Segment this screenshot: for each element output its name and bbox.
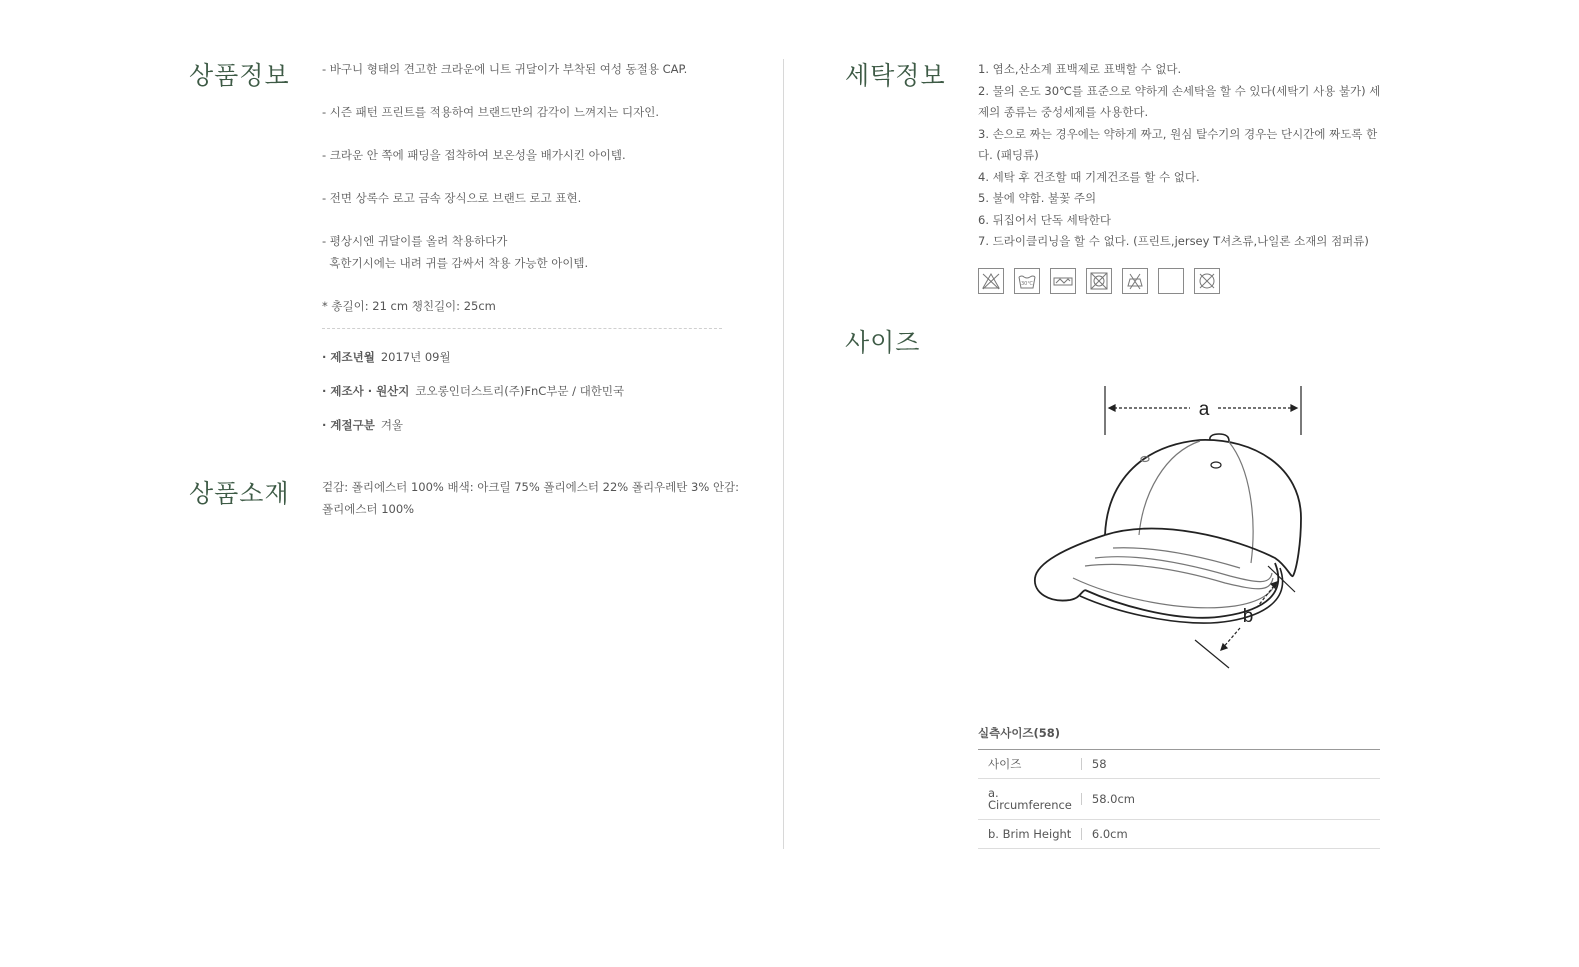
no-iron-icon xyxy=(1122,268,1148,294)
meta-label: · 계절구분 xyxy=(322,418,375,432)
material-title: 상품소재 xyxy=(189,479,290,508)
size-key: a. Circumference xyxy=(978,779,1082,820)
product-info-line: 혹한기시에는 내려 귀를 감싸서 착용 가능한 아이템. xyxy=(322,255,589,270)
meta-value: 겨울 xyxy=(380,418,404,432)
section-divider xyxy=(322,328,722,329)
meta-manufacture-date xyxy=(322,340,742,374)
washing-line: 다. (패딩류) xyxy=(978,148,1039,162)
washing-line: 5. 불에 약함. 불꽃 주의 xyxy=(978,191,1097,205)
product-info-line: - 바구니 형태의 견고한 크라운에 니트 귀달이가 부착된 여성 동절용 CAP. xyxy=(322,62,688,76)
size-table xyxy=(978,749,1380,849)
meta-label: · 제조사 · 원산지 xyxy=(322,384,410,398)
washing-line: 7. 드라이클리닝을 할 수 없다. (프린트,jersey T셔츠류,나일론 소재의 점퍼류) xyxy=(978,234,1369,248)
no-bleach-icon xyxy=(978,268,1004,294)
washing-line: 2. 물의 온도 30℃를 표준으로 약하게 손세탁을 할 수 있다(세탁기 사용 불가) 세 xyxy=(978,83,1381,98)
size-value: 58 xyxy=(1082,750,1380,779)
product-length-note: * 총길이: 21 cm 챙친길이: 25cm xyxy=(322,298,496,313)
size-label-b: b xyxy=(1242,606,1254,627)
size-label-a: a xyxy=(1198,399,1210,420)
care-icons xyxy=(978,268,1220,294)
hand-wash-icon xyxy=(1014,268,1040,294)
material-line: 겉감: 폴리에스터 100% 배색: 아크릴 75% 폴리에스터 22% 폴리우레탄 3% 안감: xyxy=(322,480,740,494)
meta-label: · 제조년월 xyxy=(322,350,375,364)
product-info-line: - 전면 상록수 로고 금속 장식으로 브랜드 로고 표현. xyxy=(322,191,582,205)
washing-line: 제의 종류는 중성세제를 사용한다. xyxy=(978,105,1149,119)
meta-manufacturer xyxy=(322,374,742,408)
size-caption: 실측사이즈(58) xyxy=(978,726,1061,740)
column-divider xyxy=(783,59,784,849)
size-key: 사이즈 xyxy=(978,750,1082,779)
product-info-title: 상품정보 xyxy=(189,61,290,90)
size-title: 사이즈 xyxy=(845,328,921,357)
hand-wash-temp: 30℃ xyxy=(1021,281,1033,287)
size-value: 6.0cm xyxy=(1082,820,1380,849)
no-tumble-dry-icon xyxy=(1086,268,1112,294)
material-line: 폴리에스터 100% xyxy=(322,501,415,516)
washing-line: 1. 염소,산소계 표백제로 표백할 수 없다. xyxy=(978,62,1182,76)
washing-title: 세탁정보 xyxy=(845,61,946,90)
washing-line: 4. 세탁 후 건조할 때 기계건조를 할 수 없다. xyxy=(978,169,1200,184)
product-info-text xyxy=(322,59,742,317)
table-row xyxy=(978,750,1380,779)
washing-text xyxy=(978,59,1388,253)
product-info-line: - 평상시엔 귀달이를 올려 착용하다가 xyxy=(322,234,508,248)
meta-season xyxy=(322,408,742,442)
washing-line: 6. 뒤집어서 단독 세탁한다 xyxy=(978,212,1112,227)
washing-line: 3. 손으로 짜는 경우에는 약하게 짜고, 원심 탈수기의 경우는 단시간에 짜도록 한 xyxy=(978,126,1378,141)
material-text xyxy=(322,477,742,520)
meta-value: 코오롱인더스트리(주)FnC부문 / 대한민국 xyxy=(415,384,625,398)
product-info-line: - 크라운 안 쪽에 패딩을 접착하여 보온성을 배가시킨 아이템. xyxy=(322,148,626,162)
size-value: 58.0cm xyxy=(1082,779,1380,820)
no-dry-clean-icon xyxy=(1194,268,1220,294)
cap-diagram xyxy=(1025,378,1315,673)
product-meta xyxy=(322,340,742,442)
meta-value: 2017년 09월 xyxy=(380,350,451,364)
table-row xyxy=(978,779,1380,820)
gentle-wring-icon xyxy=(1050,268,1076,294)
table-row xyxy=(978,820,1380,849)
blank-care-icon xyxy=(1158,268,1184,294)
product-info-line: - 시즌 패턴 프린트를 적용하여 브랜드만의 감각이 느껴지는 디자인. xyxy=(322,105,659,119)
size-key: b. Brim Height xyxy=(978,820,1082,849)
